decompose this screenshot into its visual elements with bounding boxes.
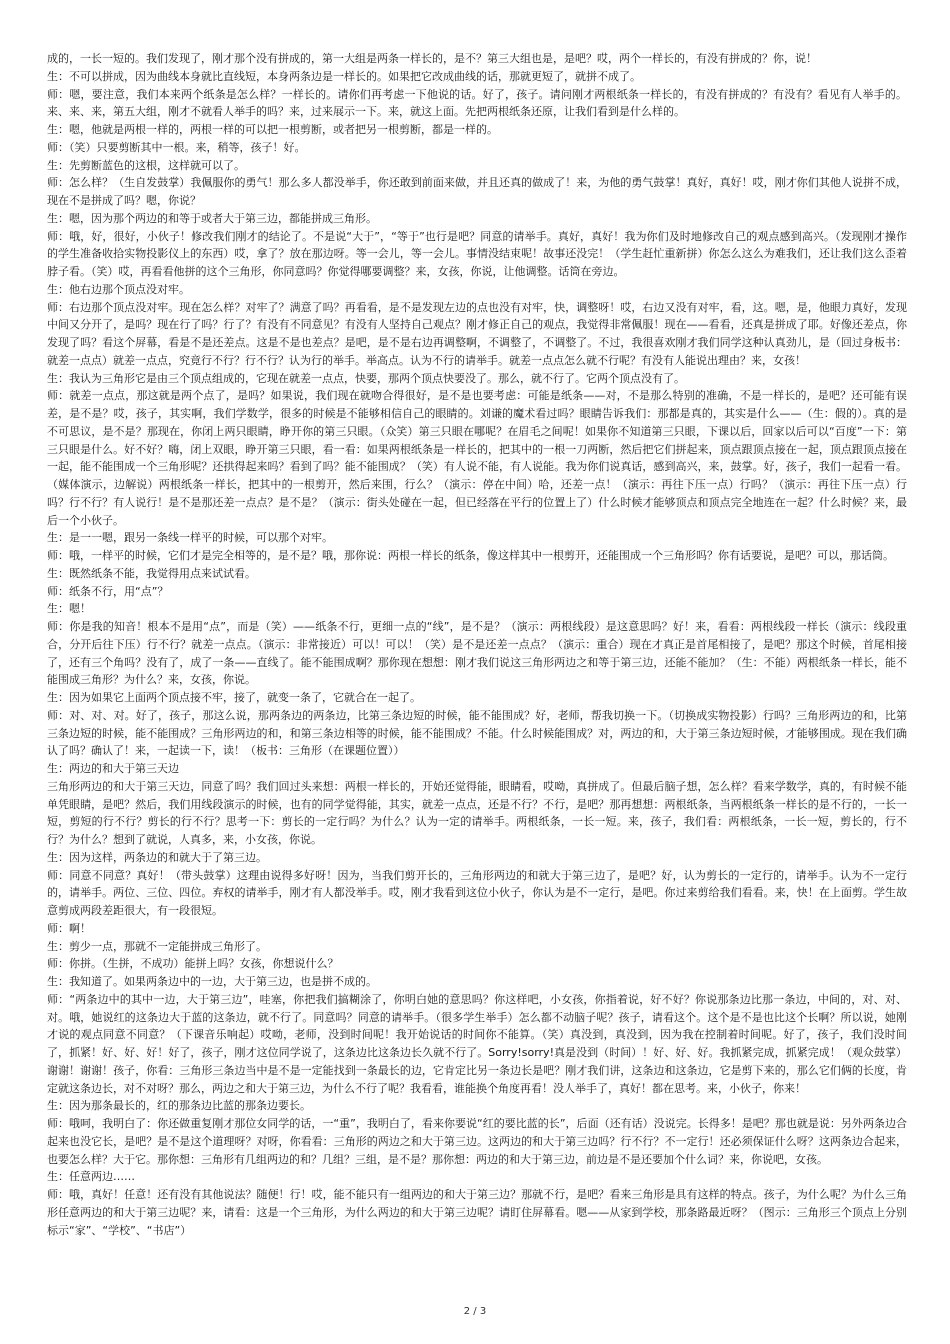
paragraph: 成的，一长一短的。我们发现了，刚才那个没有拼成的，第一大组是两条一样长的，是不？第三大组也是，是吧？哎，两个一样长的，有没有拼成的？你，说！ [47,52,817,65]
paragraph: 生：既然纸条不能，我觉得用点来试试看。 [47,566,256,580]
paragraph: 师：哦呵，我明白了：你还做重复刚才那位女同学的话，一“重”，我明白了，看来你要说“红的要比蓝的长”，后面（还有话）没说完。长得多！是吧？那也就是说：另外两条边合起来也没它长，是吧？是不是这个道理呀？对呀，你看看：三角形的两边之和大于第三边。这两边的和大于第三边吗？行不行？不一定行！还必须保证什么呀？这两条边合起来，也要怎么样？大于它。那你想：三角形有几组两边的和？几组？三组，是不是？那你想：两边的和大于第三边，前边是不是还要加个什么词？来，你说吧，女孩。 [47,1117,907,1166]
paragraph: 师：啊！ [47,921,91,935]
paragraph: 生：剪少一点，那就不一定能拼成三角形了。 [47,939,267,953]
paragraph: 师：哦，好，很好，小伙子！修改我们刚才的结论了。不是说“大于”，“等于”也行是吧？同意的请举手。真好，真好！我为你们及时地修改自己的观点感到高兴。（发现刚才操作的学生准备收拾实物投影仪上的东西）哎，拿了？放在那边呀。等一会儿，等一会儿。事情没结束呢！故事还没完！（学生赶忙重新拼）你怎么这么为难我们，还让我们这么歪着脖子看。（笑）哎，再看看他拼的这个三角形，你同意吗？你觉得哪要调整？来，女孩，你说，让他调整。话筒在旁边。 [47,229,907,278]
paragraph: 师：嗯，要注意，我们本来两个纸条是怎么样？一样长的。请你们再考虑一下他说的话。好了，孩子。请问刚才两根纸条一样长的，有没有拼成的？有没有？看见有人举手的。来、来、来，第五大组，刚才不就看人举手的吗？来，过来展示一下。来，就这上面。先把两根纸条还原，让我们看到是什么样的。 [47,87,907,119]
paragraph: 师：怎么样？（生自发鼓掌）我佩服你的勇气！那么多人都没举手，你还敢到前面来做，并且还真的做成了！来，为他的勇气鼓掌！真好，真好！哎，刚才你们其他人说拼不成，现在不是拼成了吗？嗯，你说？ [47,176,907,207]
paragraph: 生：嗯，因为那个两边的和等于或者大于第三边，都能拼成三角形。 [47,211,377,225]
paragraph: 三角形两边的和大于第三天边，同意了吗？我们回过头来想：两根一样长的，开始还觉得能，眼睛看，哎呦，真拼成了。但最后脑子想，怎么样？看来学数学，真的，有时候不能单凭眼睛，是吧？然后，我们用线段演示的时候，也有的同学觉得能，其实，就差一点点，还是不行？不行，是吧？那再想想：两根纸条，当两根纸条一样长的是不行的，一长一短，剪短的行不行？剪长的行不行？思考一下：剪长的一定行吗？为什么？认为一定的请举手。两根纸条，一长一短。来，孩子，我们看：两根纸条，一长一短，剪长的，行不行？为什么？想到了就说，人真多，来，小女孩，你说。 [47,779,907,846]
paragraph: 生：他右边那个顶点没对牢。 [47,282,190,296]
paragraph: 师：“两条边中的其中一边，大于第三边”，哇塞，你把我们搞糊涂了，你明白她的意思吗？你这样吧，小女孩，你指着说，好不好？你说那条边比那一条边，中间的，对、对、对。哦，她说红的这条边大于蓝的这条边，就不行了。同意吗？同意的请举手。（很多学生举手）怎么都不动脑子呢？孩子，请看这个。这个是不是也比这个长啊？所以说，她刚才说的观点同意不同意？（下课音乐响起）哎呦，老师，没到时间呢！我开始说话的时间你不能算。（笑）真没到，真没到，因为我在控制着时间呢。好了，孩子，我们没时间了，抓紧！好、好、好！好了，孩子，刚才这位同学说了，这条边比这条边长久就不行了。Sorry!sorry!真是没到（时间）！好、好、好。我抓紧完成，抓紧完成！（观众鼓掌）谢谢！谢谢！孩子，你看：三角形三条边当中是不是一定能找到一条最长的边，它肯定比另一条边长是吧？刚才我们讲，这条边和这条边，它是剪下来的，那么它们俩的长度，肯定就这条边长，对不对呀？那么，两边之和大于第三边，为什么不行了呢？我看看，谁能换个角度再看！没人举手了，真好！都在思考。来，小伙子，你来！ [47,992,907,1095]
paragraph: 师：纸条不行，用“点”？ [47,584,169,598]
paragraph: 生：是一一嗯，跟另一条线一样平的时候，可以那个对牢。 [47,531,333,545]
paragraph: 师：哦，一样平的时候，它们才是完全相等的，是不是？哦，那你说：两根一样长的纸条，像这样其中一根剪开，还能围成一个三角形吗？你有话要说，是吧？可以，那话筒。 [47,549,894,562]
paragraph: 师：你是我的知音！根本不是用“点”，而是（笑）——纸条不行，更细一点的“线”，是不是？（演示：两根线段）是这意思吗？好！来，看看：两根线段一样长（演示：线段重合，分开后往下压）行不行？就差一点点。（演示：非常接近）可以！可以！（笑）是不是还差一点点？（演示：重合）现在才真正是首尾相接了，是吧？那这个时候，首尾相接了，还有三个角吗？没有了，成了一条——直线了。能不能围成啊？那你现在想想：刚才我们说这三角形两边之和等于第三边，还能不能加？（生：不能）两根纸条一样长，能不能围成三角形？为什么？来，女孩，你说。 [47,620,907,687]
paragraph: 师：（笑）只要剪断其中一根。来，稍等，孩子！好。 [47,140,306,154]
paragraph: 师：哦，真好！任意！还有没有其他说法？随便！行！哎，能不能只有一组两边的和大于第三边？那就不行，是吧？看来三角形是具有这样的特点。孩子，为什么呢？为什么三角形任意两边的和大于第三边呢？来，请看：这是一个三角形，为什么两边的和大于第三边呢？请盯住屏幕看。嗯——从家到学校，那条路最近呀？（图示：三角形三个顶点上分别标示“家”、“学校”、“书店”） [47,1188,907,1237]
page-number: 2 / 3 [463,1306,487,1317]
paragraph: 生：嗯！ [47,602,91,616]
paragraph: 生：嗯，他就是两根一样的，两根一样的可以把一根剪断，或者把另一根剪断，都是一样的。 [47,123,498,136]
paragraph: 师：同意不同意？真好！（带头鼓掌）这理由说得多好呀！因为，当我们剪开长的，三角形两边的和就大于第三边了，是吧？好，认为剪长的一定行的，请举手。认为不一定行的，请举手。两位、三位、四位。弃权的请举手，刚才有人都没举手。哎，刚才我看到这位小伙子，你认为是不一定行，是吧。你过来剪给我们看看。来，快！在上面剪。学生故意剪成两段差距很大，有一段很短。 [47,868,907,917]
document-body [47,50,907,1239]
paragraph: 师：对、对、对。好了，孩子，那这么说，那两条边的两条边，比第三条边短的时候，能不能围成？好，老师，帮我切换一下。（切换成实物投影）行吗？三角形两边的和，比第三条边短的时候，能不能围成？三角形两边的和，和第三条边相等的时候，能不能围成？不能。什么时候能围成？对，两边的和，大于第三条边短时候，才能够围成。现在我们确认了吗？确认了！来，一起读一下，读！（板书：三角形（在课题位置）） [47,708,907,758]
paragraph: 生：任意两边…… [47,1170,135,1184]
paragraph: 师：右边那个顶点没对牢。现在怎么样？对牢了？满意了吗？再看看，是不是发现左边的点也没有对牢，快，调整呀！哎，右边又没有对牢，看，这。嗯，是，他眼力真好，发现中间又分开了，是吗？现在行了吗？行了？有没有不同意见？有没有人坚持自己观点？刚才修正自己的观点，我觉得非常佩服！现在——看看，还真是拼成了耶。好像还差点，你发现了吗？看这个屏幕，看是不是还差点。这是不是也差点？是吧，是不是右边再调整啊，不调整了，不调整了。不过，我很喜欢刚才我们同学这种认真劲儿，是（回过身板书：就差一点点）就差一点点，究竟行不行？行不行？认为行的举手。举高点。认为不行的请举手。就差一点点怎么就不行呢？有没有人能说出理由？来，女孩！ [47,300,907,367]
paragraph: 生：不可以拼成，因为曲线本身就比直线短，本身两条边是一样长的。如果把它改成曲线的话，那就更短了，就拼不成了。 [47,69,641,83]
paragraph: 生：我认为三角形它是由三个顶点组成的，它现在就差一点点，快要，那两个顶点快要没了。那么，就不行了。它两个顶点没有了。 [47,371,685,385]
paragraph: 生：我知道了。如果两条边中的一边，大于第三边，也是拼不成的。 [47,975,377,988]
paragraph: 师：你拼。（生拼，不成功）能拼上吗？女孩，你想说什么？ [47,957,339,971]
paragraph: 生：因为这样，两条边的和就大于了第三边。 [47,850,267,864]
paragraph: 生：先剪断蓝色的这根，这样就可以了。 [47,158,245,172]
paragraph: 生：因为如果它上面两个顶点接不牢，接了，就变一条了，它就合在一起了。 [47,691,421,704]
paragraph: 生：因为那条最长的，红的那条边比蓝的那条边要长。 [47,1099,311,1113]
paragraph: 生：两边的和大于第三天边 [47,762,179,775]
paragraph: 师：就差一点点，那这就是两个点了，是吗？如果说，我们现在就吻合得很好，是不是也要考虑：可能是纸条——对，不是那么特别的准确，不是一样长的，是吧？还可能有误差，是不是？哎，孩子，其实啊，我们学数学，很多的时候是不能够相信自己的眼睛的。刘谦的魔术看过吗？眼睛告诉我们：那都是真的，其实是什么——（生：假的）。真的是不可思议，是不是？那现在，你闭上两只眼睛，睁开你的第三只眼。（众笑）第三只眼在哪呢？在眉毛之间呢！如果你不知道第三只眼，下课以后，回家以后可以“百度”一下：第三只眼是什么。好不好？嗨，闭上双眼，睁开第三只眼，看一看：如果两根纸条是一样长的，把其中的一根一刀两断，然后把它们拼起来，顶点跟顶点接在一起，顶点跟顶点接在一起，能不能围成一个三角形呢？还拱得起来吗？看到了吗？能不能围成？（笑）有人说不能，有人说能。我为你们说真话，感到高兴，来，鼓掌。好，孩子，我们一起看一看。（媒体演示，边解说）两根纸条一样长，把其中的一根剪开，然后来围，行么？（演示：停在中间）哈，还差一点！（演示：再往下压一点）行吗？（演示：再往下压一点）行吗？行不行？有人说行！是不是那还差一点点？是不是？（演示：街头处碰在一起，但已经落在平行的位置上了）什么时候才能够顶点和顶点完全地连在一起？什么时候？来，最后一个小伙子。 [47,389,907,527]
